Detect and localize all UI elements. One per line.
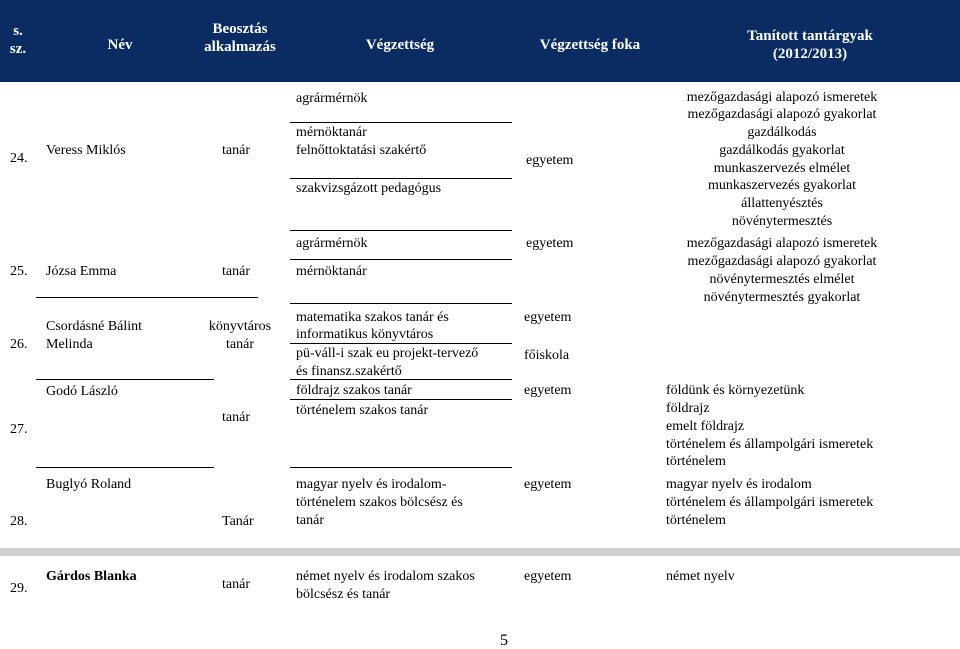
row-27-qualification-2: történelem szakos tanár — [296, 403, 429, 418]
row-24-subject-6: munkaszervezés gyakorlat — [707, 178, 857, 193]
header-col-qualification: Végzettség — [365, 37, 435, 53]
row-24-qualification-2: mérnöktanár — [296, 125, 367, 140]
row-26-number: 26. — [10, 337, 28, 352]
row-24-qualification-4: szakvizsgázott pedagógus — [296, 181, 442, 196]
row-24-subject-8: növénytermesztés — [731, 214, 833, 229]
row-28-subject-3: történelem — [666, 513, 726, 528]
row-25-subject-3: növénytermesztés elmélet — [709, 272, 855, 287]
row-28-subject-2: történelem és állampolgári ismeretek — [666, 495, 874, 510]
header-col-subjects: Tanított tantárgyak (2012/2013) — [747, 28, 873, 62]
row-25-subject-1: mezőgazdasági alapozó ismeretek — [686, 236, 878, 251]
row-27-name: Godó László — [46, 384, 118, 399]
header-col-degree: Végzettség foka — [539, 37, 641, 53]
row-29-position: tanár — [222, 577, 250, 592]
row-26-qualification-2b: és finansz.szakértő — [296, 364, 402, 379]
header-col-position: Beosztás alkalmazás — [204, 21, 276, 55]
row-27-subject-1: földünk és környezetünk — [666, 383, 805, 398]
row-26-position-line-2: tanár — [226, 337, 254, 352]
row-27-subject-3: emelt földrajz — [666, 419, 745, 434]
row-28-degree: egyetem — [524, 477, 572, 492]
row-28-name: Buglyó Roland — [46, 477, 132, 492]
row-27-subject-5: történelem — [666, 454, 726, 469]
row-27-position: tanár — [222, 410, 250, 425]
row-24-subject-3: gazdálkodás — [747, 125, 817, 140]
row-26-degree-2: főiskola — [524, 348, 570, 363]
row-27-qualification-1: földrajz szakos tanár — [296, 383, 412, 398]
row-26-degree-1: egyetem — [524, 310, 572, 325]
row-25-number: 25. — [10, 264, 28, 279]
row-24-name: Veress Miklós — [46, 143, 126, 158]
row-27-subject-2: földrajz — [666, 401, 710, 416]
row-25-name: Józsa Emma — [46, 264, 117, 279]
row-26-name-line-1: Csordásné Bálint — [46, 319, 143, 334]
row-26-qualification-1b: informatikus könyvtáros — [296, 327, 434, 342]
row-26-qualification-1a: matematika szakos tanár és — [296, 310, 449, 325]
row-26-name-line-2: Melinda — [46, 337, 93, 352]
row-25-subject-2: mezőgazdasági alapozó gyakorlat — [687, 254, 877, 269]
row-29-degree: egyetem — [524, 569, 572, 584]
row-24-subject-4: gazdálkodás gyakorlat — [719, 143, 845, 158]
row-28-qualification-1: magyar nyelv és irodalom- — [296, 477, 447, 492]
row-28-subject-1: magyar nyelv és irodalom — [666, 477, 812, 492]
row-27-subject-4: történelem és állampolgári ismeretek — [666, 437, 874, 452]
row-24-subject-1: mezőgazdasági alapozó ismeretek — [686, 90, 878, 105]
table-header — [0, 0, 960, 82]
page-number: 5 — [500, 632, 508, 649]
row-24-degree: egyetem — [526, 153, 574, 168]
row-24-qualification-1: agrármérnök — [296, 91, 368, 106]
row-26-position-line-1: könyvtáros — [208, 319, 272, 334]
page-separator — [0, 548, 960, 556]
row-27-degree: egyetem — [524, 383, 572, 398]
header-col-number: s. sz. — [9, 23, 27, 57]
row-28-position: Tanár — [222, 514, 254, 529]
row-27-number: 27. — [10, 422, 28, 437]
row-28-qualification-3: tanár — [296, 513, 324, 528]
row-25-position: tanár — [222, 264, 250, 279]
row-24-subject-5: munkaszervezés elmélet — [713, 161, 851, 176]
row-29-number: 29. — [10, 581, 28, 596]
row-24-subject-7: állattenyésztés — [741, 196, 823, 211]
row-28-number: 28. — [10, 514, 28, 529]
row-24-position: tanár — [222, 143, 250, 158]
row-24-subject-2: mezőgazdasági alapozó gyakorlat — [687, 107, 877, 122]
row-25-subject-4: növénytermesztés gyakorlat — [703, 290, 861, 305]
row-29-qualification-1: német nyelv és irodalom szakos — [296, 569, 475, 584]
row-29-name: Gárdos Blanka — [46, 569, 137, 584]
row-25-qualification-2: mérnöktanár — [296, 264, 367, 279]
row-26-qualification-2a: pü-váll-i szak eu projekt-tervező — [296, 346, 479, 361]
row-28-qualification-2: történelem szakos bölcsész és — [296, 495, 463, 510]
row-25-qualification-1: agrármérnök — [296, 236, 368, 251]
row-24-qualification-3: felnőttoktatási szakértő — [296, 143, 427, 158]
row-25-degree: egyetem — [526, 236, 574, 251]
row-29-qualification-2: bölcsész és tanár — [296, 587, 391, 602]
row-24-number: 24. — [10, 151, 28, 166]
header-col-name: Név — [107, 37, 133, 53]
row-29-subject-1: német nyelv — [666, 569, 735, 584]
